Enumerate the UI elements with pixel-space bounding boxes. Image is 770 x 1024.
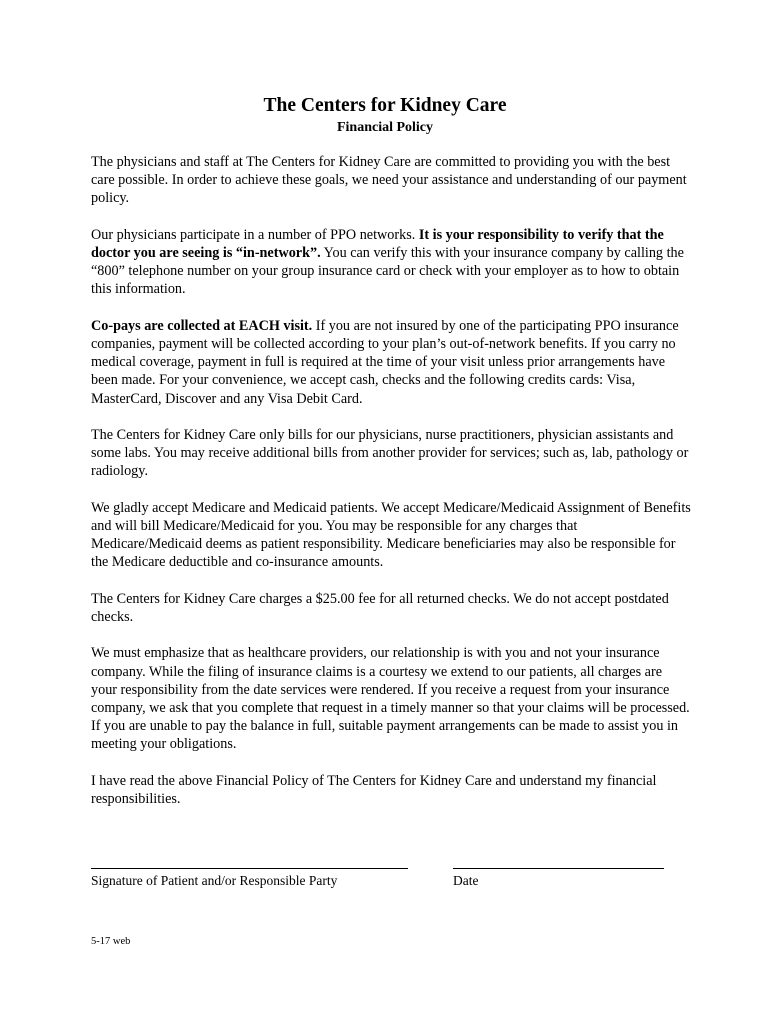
paragraph-copays-end: If you are not insured by one of the participating PPO insurance companies, payment will be collected according to your plan’s out-of-network benefits. If you carry no medical coverage, payment in full is required at the time of your visit unless prior arrangements have been made. For your convenience, we accept cash, checks and the following credits cards: Visa, MasterCard, Discover and any Visa Debit Card. [91, 317, 679, 407]
policy-body [91, 153, 691, 826]
paragraph-billing: The Centers for Kidney Care only bills for our physicians, nurse practitioners, physician assistants and some labs. You may receive additional bills from another provider for services; such as, lab, pathology or radiology. [91, 427, 689, 480]
date-label: Date [453, 873, 479, 888]
paragraph-medicare: We gladly accept Medicare and Medicaid patients. We accept Medicare/Medicaid Assignment of Benefits and will bill Medicare/Medicaid for you. You may be responsible for any charges that Medicare/Medicaid deems as patient responsibility. Medicare beneficiaries may also be responsible for the Medicare deductible and co-insurance amounts. [91, 499, 691, 571]
paragraph-acknowledgement: I have read the above Financial Policy of The Centers for Kidney Care and understand my financial responsibilities. [91, 772, 657, 807]
date-line[interactable] [453, 868, 664, 869]
paragraph-ppo-bold: It is your responsibility to verify that the doctor you are seeing is “in-network”. [91, 226, 664, 261]
paragraph-ppo-networks [91, 226, 691, 299]
document-title: The Centers for Kidney Care [263, 95, 507, 116]
paragraph-copays-bold: Co-pays are collected at EACH visit. [91, 317, 313, 334]
signature-line[interactable] [91, 868, 408, 869]
paragraph-ppo-end: You can verify this with your insurance company by calling the “800” telephone number on your group insurance card or check with your employer as to how to obtain this information. [91, 245, 684, 298]
paragraph-ppo-start: Our physicians participate in a number of PPO networks. [91, 226, 419, 243]
signature-label: Signature of Patient and/or Responsible Party [91, 873, 338, 888]
paragraph-commitment: The physicians and staff at The Centers for Kidney Care are committed to providing you with the best care possible. In order to achieve these goals, we need your assistance and understanding of our payment policy. [91, 154, 687, 207]
paragraph-insurance-relationship: We must emphasize that as healthcare providers, our relationship is with you and not your insurance company. While the filing of insurance claims is a courtesy we extend to our patients, all charges are your responsibility from the date services were rendered. If you receive a request from your insurance company, we ask that you complete that request in a timely manner so that your claims will be processed. If you are unable to pay the balance in full, suitable payment arrangements can be made to assist you in meeting your obligations. [91, 645, 690, 753]
document-subtitle: Financial Policy [336, 120, 434, 135]
footer-code: 5-17 web [91, 936, 131, 947]
paragraph-returned-checks: The Centers for Kidney Care charges a $25.00 fee for all returned checks. We do not accept postdated checks. [91, 590, 669, 625]
paragraph-copays [91, 317, 691, 408]
